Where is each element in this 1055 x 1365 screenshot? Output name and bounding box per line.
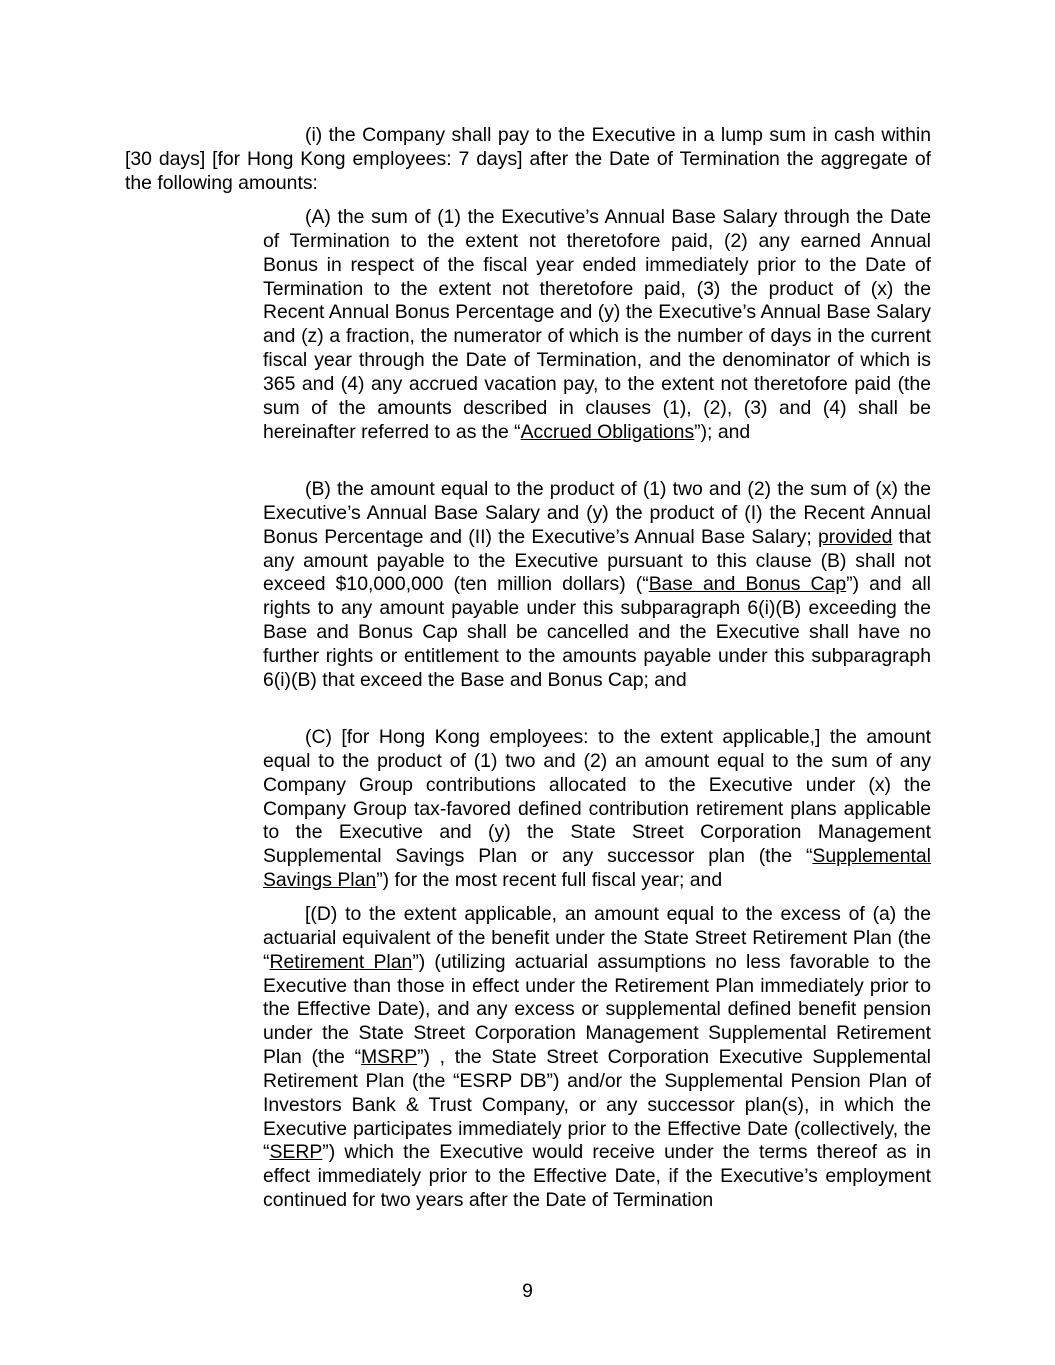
page-number: 9 bbox=[522, 1280, 533, 1302]
defined-term-msrp: MSRP bbox=[361, 1046, 418, 1069]
defined-term-retirement-plan: Retirement Plan bbox=[269, 950, 413, 973]
paragraph-i bbox=[125, 124, 931, 196]
clause-a-text-end: ”); and bbox=[694, 420, 751, 443]
defined-term-serp: SERP bbox=[269, 1141, 323, 1164]
clause-b-text-1: (B) the amount equal to the product of (1) two and (2) the sum of (x) the Executive’s Annual Base Salary and (y) the product of (I) the Recent Annual Bonus Percentage and (II) the Executive’s Annual Base Salary; bbox=[263, 478, 931, 548]
clause-b bbox=[263, 478, 931, 693]
clause-b-text-2: that any amount payable to the Executive pursuant to this clause (B) shall not exceed $10,000,000 (ten million dollars) (“ bbox=[263, 525, 932, 596]
provided-term: provided bbox=[818, 525, 893, 548]
defined-term-accrued-obligations: Accrued Obligations bbox=[520, 420, 695, 443]
paragraph-i-text: (i) the Company shall pay to the Executive in a lump sum in cash within [30 days] [for Hong Kong employees: 7 days] after the Date of Termination the aggregate of the following amounts: bbox=[125, 124, 931, 194]
defined-term-base-and-bonus-cap: Base and Bonus Cap bbox=[648, 573, 847, 596]
defined-term-supplemental-savings-plan: Supplemental Savings Plan bbox=[263, 845, 931, 892]
clause-d-text-1: [(D) to the extent applicable, an amount equal to the excess of (a) the actuarial equivalent of the benefit under the State Street Retirement Plan (the “ bbox=[263, 903, 931, 973]
clause-d-text-4: ”) which the Executive would receive under the terms thereof as in effect immediately prior to the Effective Date, if the Executive’s employment continued for two years after the Date of Termination bbox=[263, 1141, 931, 1212]
clause-c bbox=[263, 726, 931, 893]
clause-a bbox=[263, 206, 931, 444]
clause-c-text: (C) [for Hong Kong employees: to the extent applicable,] the amount equal to the product of (1) two and (2) an amount equal to the sum of any Company Group contributions allocated to the Executive under (x) the Company Group tax-favored defined contribution retirement plans applicable to the Executive and (y) the State Street Corporation Management Supplemental Savings Plan or any successor plan (the “ bbox=[263, 726, 931, 868]
clause-a-text: (A) the sum of (1) the Executive’s Annual Base Salary through the Date of Termination to the extent not theretofore paid, (2) any earned Annual Bonus in respect of the fiscal year ended immediately prior to the Date of Termination to the extent not theretofore paid, (3) the product of (x) the Recent Annual Bonus Percentage and (y) the Executive’s Annual Base Salary and (z) a fraction, the numerator of which is the number of days in the current fiscal year through the Date of Termination, and the denominator of which is 365 and (4) any accrued vacation pay, to the extent not theretofore paid (the sum of the amounts described in clauses (1), (2), (3) and (4) shall be hereinafter referred to as the “ bbox=[263, 206, 931, 443]
clause-d-text-3: ”) , the State Street Corporation Executive Supplemental Retirement Plan (the “ESRP DB”) and/or the Supplemental Pension Plan of Investors Bank & Trust Company, or any successor plan(s), in which the Executive participates immediately prior to the Effective Date (collectively, the “ bbox=[263, 1046, 931, 1164]
clause-d bbox=[263, 903, 931, 1213]
clause-d-text-2: ”) (utilizing actuarial assumptions no less favorable to the Executive than those in effect under the Retirement Plan immediately prior to the Effective Date), and any excess or supplemental defined benefit pension under the State Street Corporation Management Supplemental Retirement Plan (the “ bbox=[263, 950, 932, 1069]
clause-b-text-3: ”) and all rights to any amount payable under this subparagraph 6(i)(B) exceeding the Base and Bonus Cap shall be cancelled and the Executive shall have no further rights or entitlement to the amounts payable under this subparagraph 6(i)(B) that exceed the Base and Bonus Cap; and bbox=[263, 573, 931, 691]
clause-c-text-end: ”) for the most recent full fiscal year; and bbox=[376, 869, 723, 892]
